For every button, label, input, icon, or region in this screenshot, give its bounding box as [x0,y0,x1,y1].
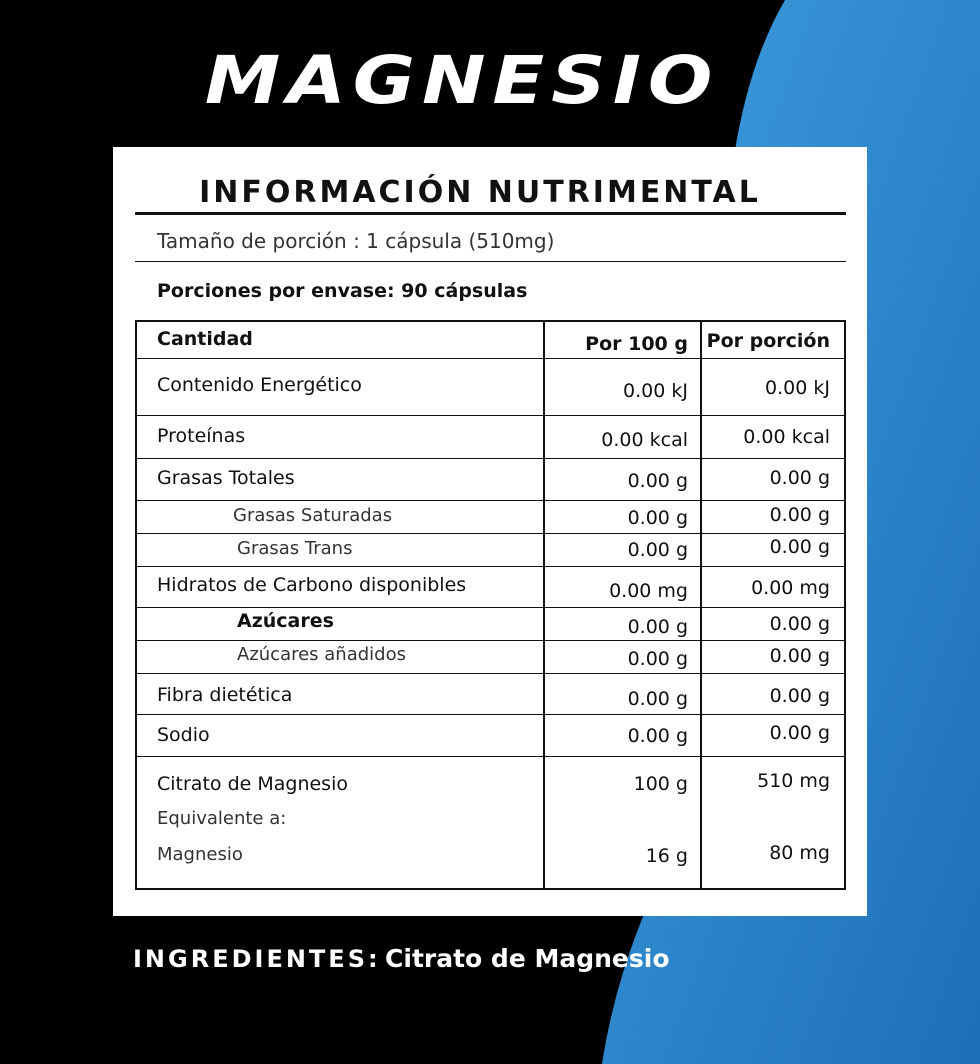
row-per-100g: 0.00 g [627,539,688,561]
serving-size: Tamaño de porción : 1 cápsula (510mg) [157,229,555,253]
row-per-100g: 0.00 g [627,616,688,638]
row-per-100g: 100 g [633,773,688,795]
row-per-100g: 0.00 g [627,470,688,492]
row-label: Grasas Saturadas [233,505,393,526]
nutrition-table [135,320,846,890]
ingredients-line [133,944,670,973]
row-divider [137,756,844,757]
header-per-100g: Por 100 g [585,333,688,355]
row-per-serving: 0.00 g [769,504,830,526]
row-per-100g: 0.00 g [627,725,688,747]
ingredients-label: INGREDIENTES: [133,945,381,973]
row-divider [137,714,844,715]
row-divider [137,607,844,608]
servings-per-container: Porciones por envase: 90 cápsulas [157,280,528,302]
column-divider [700,322,702,888]
title-divider [135,212,846,215]
row-divider [137,673,844,674]
row-label: Grasas Trans [237,538,353,559]
header-per-serving: Por porción [706,330,830,352]
serving-divider [135,261,846,262]
row-per-serving: 80 mg [769,842,830,864]
row-per-serving: 0.00 mg [751,577,830,599]
row-divider [137,458,844,459]
row-per-serving: 0.00 g [769,645,830,667]
ingredients-value: Citrato de Magnesio [385,944,670,973]
row-label: Azúcares [237,610,334,632]
column-divider [543,322,545,888]
row-label: Fibra dietética [157,684,293,706]
row-label: Proteínas [157,425,246,447]
row-per-100g: 16 g [645,845,688,867]
row-per-100g: 0.00 kcal [601,429,688,451]
row-per-100g: 0.00 g [627,648,688,670]
row-label: Contenido Energético [157,374,362,396]
row-per-serving: 0.00 g [769,685,830,707]
nutrition-panel [113,147,867,916]
row-label: Magnesio [157,844,243,865]
header-cantidad: Cantidad [157,328,253,350]
row-label: Equivalente a: [157,808,287,829]
row-divider [137,415,844,416]
row-divider [137,358,844,359]
row-per-serving: 0.00 g [769,467,830,489]
row-per-100g: 0.00 g [627,507,688,529]
row-label: Citrato de Magnesio [157,773,348,795]
row-label: Sodio [157,724,210,746]
row-per-serving: 0.00 g [769,536,830,558]
product-title: MAGNESIO [204,42,720,119]
row-per-100g: 0.00 mg [609,580,688,602]
row-divider [137,566,844,567]
row-divider [137,533,844,534]
row-per-serving: 0.00 kJ [765,377,830,399]
row-per-serving: 0.00 g [769,722,830,744]
panel-title: INFORMACIÓN NUTRIMENTAL [199,175,761,210]
row-per-serving: 510 mg [757,770,830,792]
row-per-serving: 0.00 g [769,613,830,635]
row-label: Grasas Totales [157,467,295,489]
row-per-100g: 0.00 kJ [623,380,688,402]
row-label: Hidratos de Carbono disponibles [157,574,467,596]
row-per-serving: 0.00 kcal [743,426,830,448]
row-divider [137,640,844,641]
row-per-100g: 0.00 g [627,688,688,710]
row-label: Azúcares añadidos [237,644,406,665]
row-divider [137,500,844,501]
